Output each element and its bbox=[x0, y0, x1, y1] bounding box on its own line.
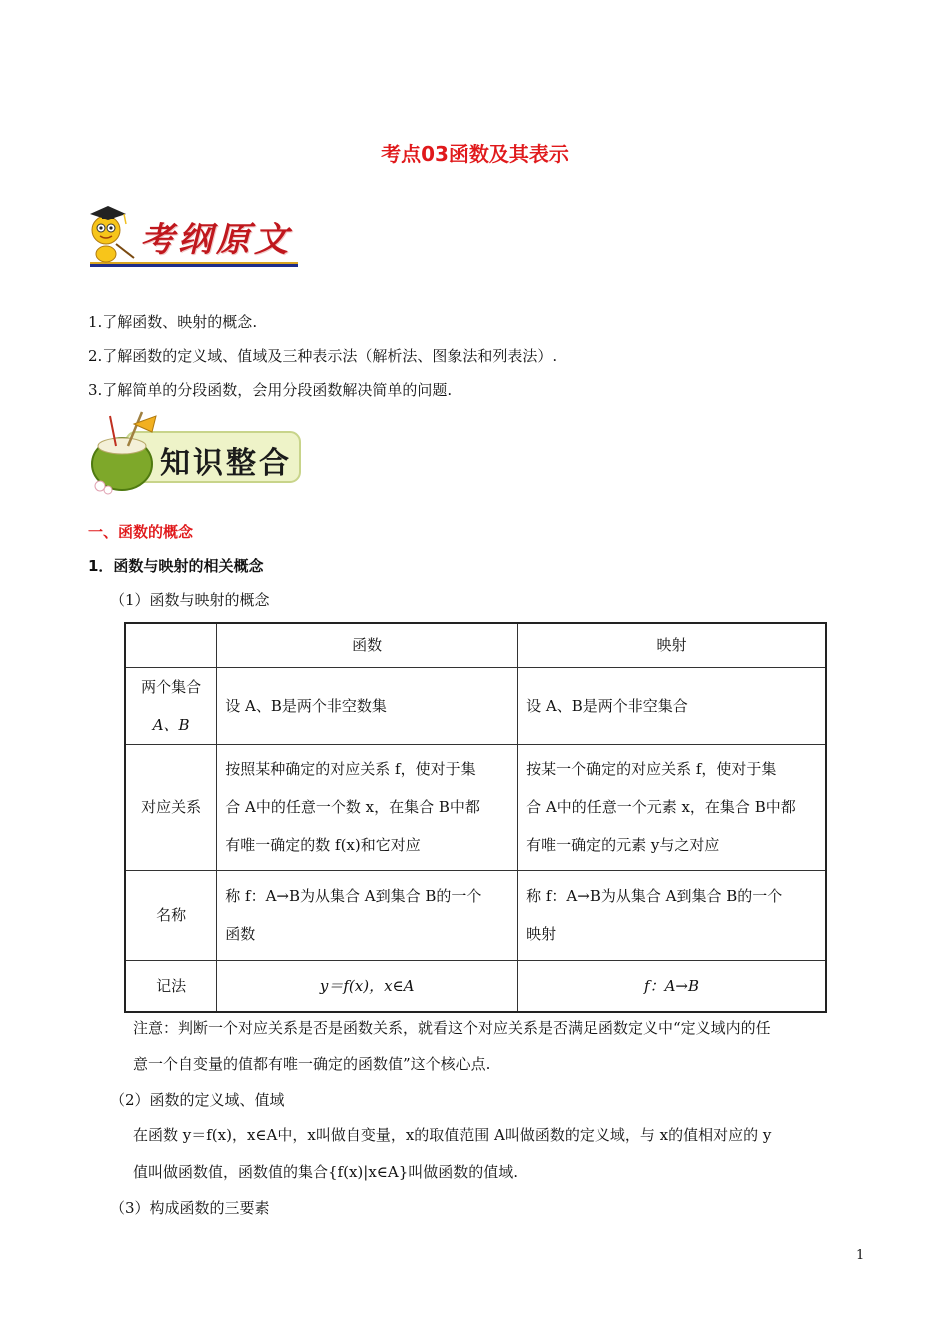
table-row bbox=[125, 667, 826, 744]
domain-line-2: 值叫做函数值，函数值的集合{f(x)|x∈A}叫做函数的值域. bbox=[133, 1163, 519, 1181]
table-cell bbox=[518, 744, 826, 870]
table-row bbox=[125, 960, 826, 1012]
table-cell bbox=[518, 870, 826, 960]
table-cell bbox=[518, 960, 826, 1012]
table-cell-line: A、B bbox=[152, 715, 190, 734]
page-title: 考点03函数及其表示 bbox=[381, 142, 569, 166]
table-cell-line: 合 A中的任意一个元素 x，在集合 B中都 bbox=[526, 798, 796, 816]
banner-knowledge bbox=[86, 406, 306, 498]
table-cell-line: 按照某种确定的对应关系 f，使对于集 bbox=[225, 760, 476, 778]
table-cell-line: 名称 bbox=[156, 906, 187, 924]
subsection-heading: 1．函数与映射的相关概念 bbox=[88, 557, 264, 575]
table-row bbox=[125, 870, 826, 960]
syllabus-item-3: 3.了解简单的分段函数，会用分段函数解决简单的问题. bbox=[88, 381, 453, 399]
section-heading: 一、函数的概念 bbox=[88, 523, 194, 541]
subsection-item-3: （3）构成函数的三要素 bbox=[110, 1199, 270, 1217]
table-cell-line: y＝f(x)，x∈A bbox=[319, 976, 415, 995]
table-cell-line: 按某一个确定的对应关系 f，使对于集 bbox=[526, 760, 777, 778]
syllabus-item-1: 1.了解函数、映射的概念. bbox=[88, 313, 258, 331]
table-cell bbox=[217, 870, 518, 960]
subsection-item-2: （2）函数的定义域、值域 bbox=[110, 1091, 285, 1109]
table-cell-line: 合 A中的任意一个数 x，在集合 B中都 bbox=[225, 798, 480, 816]
table-cell-line: 称 f：A→B为从集合 A到集合 B的一个 bbox=[225, 887, 482, 905]
table-cell-line: 设 A、B是两个非空集合 bbox=[526, 696, 688, 715]
table-row-label bbox=[125, 667, 217, 744]
domain-line-1: 在函数 y＝f(x)，x∈A中，x叫做自变量，x的取值范围 A叫做函数的定义域，与 x的值相对应的 y bbox=[133, 1126, 772, 1144]
table-row-label bbox=[125, 960, 217, 1012]
table-cell-line: 称 f：A→B为从集合 A到集合 B的一个 bbox=[526, 887, 783, 905]
table-cell-line: 设 A、B是两个非空数集 bbox=[225, 696, 387, 715]
syllabus-item-2: 2.了解函数的定义域、值域及三种表示法（解析法、图象法和列表法）. bbox=[88, 347, 558, 365]
table-header-cell: 映射 bbox=[518, 623, 826, 667]
note-line-2: 意一个自变量的值都有唯一确定的函数值”这个核心点. bbox=[133, 1055, 491, 1073]
table-row-label bbox=[125, 744, 217, 870]
function-mapping-table bbox=[124, 622, 827, 1013]
table-cell-line: 映射 bbox=[526, 925, 557, 943]
page-number: 1 bbox=[856, 1248, 865, 1263]
table-cell bbox=[518, 667, 826, 744]
table-cell bbox=[217, 667, 518, 744]
table-cell-line: 两个集合 bbox=[141, 677, 202, 696]
banner-knowledge-label: 知识整合 bbox=[160, 446, 292, 481]
table-cell-line: 函数 bbox=[225, 925, 256, 943]
table-cell-line: 对应关系 bbox=[141, 798, 202, 816]
banner-syllabus-label: 考纲原文 bbox=[140, 220, 292, 260]
table-cell-line: 有唯一确定的数 f(x)和它对应 bbox=[225, 836, 421, 854]
table-header-row bbox=[125, 623, 826, 667]
banner-syllabus bbox=[86, 200, 301, 272]
note-line-1: 注意：判断一个对应关系是否是函数关系，就看这个对应关系是否满足函数定义中“定义域内的任 bbox=[133, 1019, 771, 1037]
table-cell-line: 记法 bbox=[156, 976, 187, 995]
table-row bbox=[125, 744, 826, 870]
table-header-cell bbox=[125, 623, 217, 667]
table-cell bbox=[217, 960, 518, 1012]
table-cell-line: 有唯一确定的元素 y与之对应 bbox=[526, 836, 720, 854]
subsection-item-1: （1）函数与映射的概念 bbox=[110, 591, 270, 609]
table-row-label bbox=[125, 870, 217, 960]
table-cell bbox=[217, 744, 518, 870]
table-header-cell: 函数 bbox=[217, 623, 518, 667]
table-cell-line: f：A→B bbox=[644, 976, 700, 995]
